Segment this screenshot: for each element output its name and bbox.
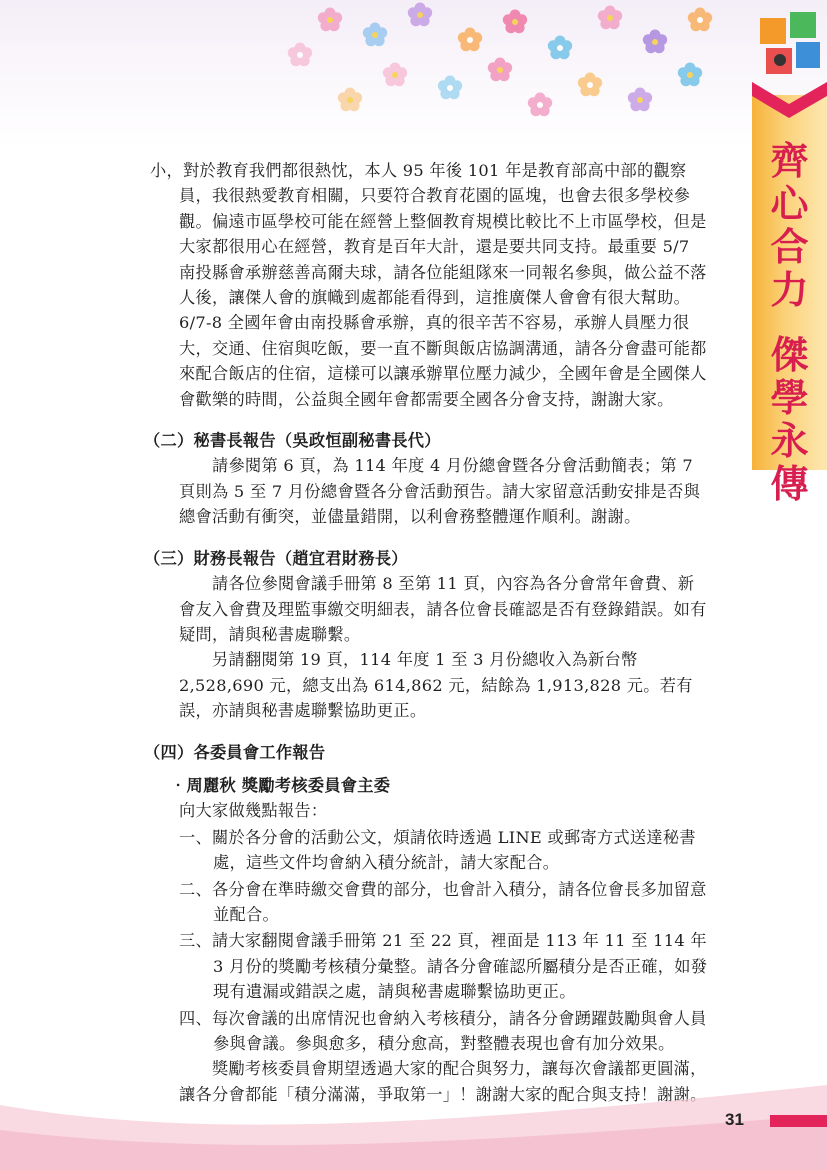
banner-slogan (752, 140, 827, 506)
chevron-decoration (752, 82, 827, 122)
committee-lead: 向大家做幾點報告： (179, 801, 328, 821)
list-item: 四、每次會議的出席情況也會納入考核積分，請各分會踴躍鼓勵與會人員參與會議。參與愈多，積分愈高，對整體表現也會有加分效果。 (179, 1008, 707, 1053)
banner-char: 力 (770, 268, 809, 312)
banner-char: 學 (770, 376, 809, 420)
list-item: 一、關於各分會的活動公文，煩請依時透過 LINE 或郵寄方式送達秘書處，這些文件均會納入積分統計，請大家配合。 (179, 827, 696, 873)
secretary-report: 請參閱第 6 頁，為 114 年度 4 月份總會暨各分會活動簡表；第 7 頁則為 5 至 7 月份總會暨各分會活動預告。請大家留意活動安排是否與總會活動有衝突，並儘量錯開，以利會務整體運作順利。謝謝。 (179, 456, 701, 527)
committee-closing: 獎勵考核委員會期望透過大家的配合與努力，讓每次會議都更圓滿，讓各分會都能「積分滿滿，爭取第一」！謝謝大家的配合與支持！謝謝。 (179, 1059, 707, 1104)
section-title-committees: （四）各委員會工作報告 (144, 742, 326, 762)
finance-report-2: 另請翻閱第 19 頁，114 年度 1 至 3 月份總收入為新台幣 2,528,690 元，總支出為 614,862 元，結餘為 1,913,828 元。若有誤，亦請與秘書處聯繫協助更正。 (179, 650, 693, 721)
intro-paragraph: 小，對於教育我們都很熱忱，本人 95 年後 101 年是教育部高中部的觀察員，我很熱愛教育相關，只要符合教育花園的區塊，也會去很多學校參觀。偏遠市區學校可能在經營上整個教育規模比較比不上市區學校，但是大家都很用心在經營，教育是百年大計，還是要共同支持。最重要 5/7 南投縣會承辦慈善高爾夫球，請各位能組隊來一同報名參與，做公益不落人後，讓傑人會的旗幟到處都能看得到，這推廣傑人會會有很大幫助。6/7-8 全國年會由南投縣會承辦，真的很辛苦不容易，承辦人員壓力很大，交通、住宿與吃飯，要一直不斷與飯店協調溝通，請各分會盡可能都來配合飯店的住宿，這樣可以讓承辦單位壓力減少，全國年會是全國傑人會歡樂的時間，公益與全國年會都需要全國各分會支持，謝謝大家。 (150, 161, 707, 409)
banner-char: 心 (770, 182, 809, 226)
header-decoration (0, 0, 827, 150)
banner-char: 合 (770, 225, 809, 269)
document-body (144, 158, 710, 1107)
banner-char: 傑 (770, 333, 809, 377)
section-title-secretary: （二）秘書長報告（吳政恒副秘書長代） (144, 431, 441, 451)
list-item: 三、請大家翻閱會議手冊第 21 至 22 頁，裡面是 113 年 11 至 114 年 3 月份的獎勵考核積分彙整。請各分會確認所屬積分是否正確，如發現有遺漏或錯誤之處，請與秘書處聯繫協助更正。 (179, 931, 708, 1002)
puzzle-icon (756, 8, 824, 86)
banner-char: 傳 (770, 462, 809, 506)
banner-char: 永 (770, 419, 809, 463)
page-accent-bar (770, 1115, 827, 1127)
footer-decoration (0, 1080, 827, 1170)
banner-char: 齊 (770, 139, 809, 183)
section-title-finance: （三）財務長報告（趙宜君財務長） (144, 548, 408, 568)
list-item: 二、各分會在準時繳交會費的部分，也會計入積分，請各位會長多加留意並配合。 (179, 879, 707, 924)
committee-speaker: ‧周麗秋 獎勵考核委員會主委 (170, 775, 391, 795)
page-number: 31 (725, 1110, 744, 1129)
flower-pattern (0, 0, 760, 150)
finance-report-1: 請各位參閱會議手冊第 8 至第 11 頁，內容為各分會常年會費、新會友入會費及理監事繳交明細表，請各位會長確認是否有登錄錯誤。如有疑問，請與秘書處聯繫。 (179, 574, 707, 644)
